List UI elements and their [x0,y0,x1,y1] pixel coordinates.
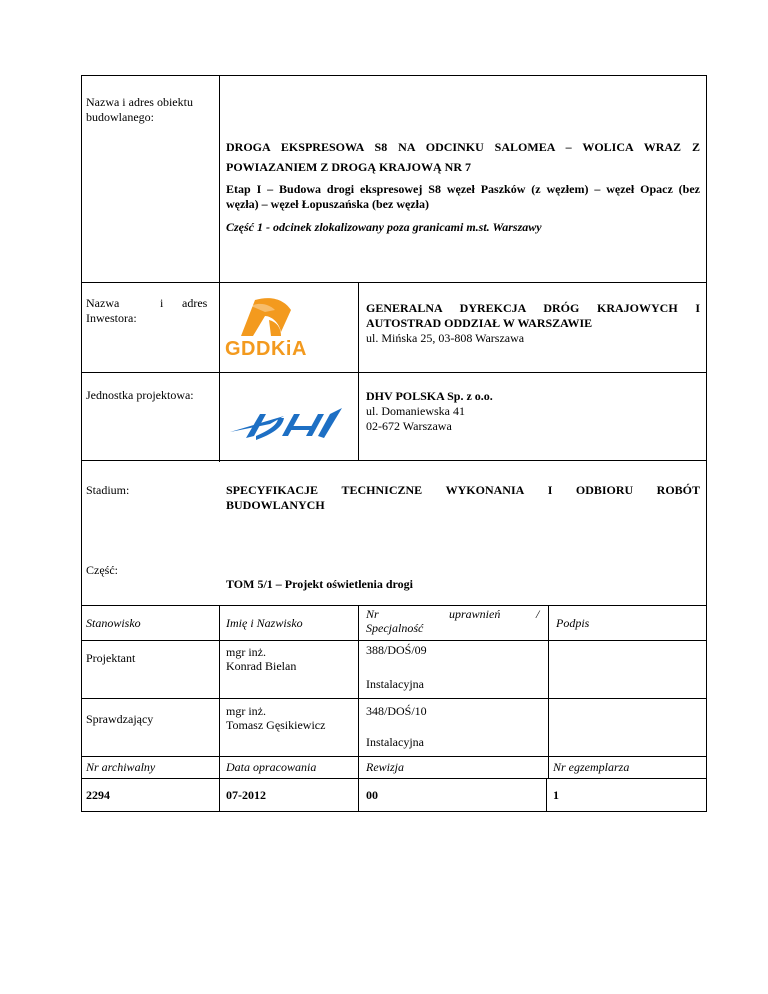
stage-description-line2: węzła) – węzeł Łopuszańska (bez węzła) [226,197,429,211]
investor-address: ul. Mińska 25, 03-808 Warszawa [366,331,525,345]
header-name: Imię i Nazwisko [226,616,303,630]
stage-word: ROBÓT [656,483,700,497]
investor-label-word2: i [160,296,164,310]
dhv-logo [226,402,346,444]
row-license: 348/DOŚ/10 [366,704,427,718]
investor-name-line1: GENERALNA DYREKCJA DRÓG KRAJOWYCH I [366,301,700,315]
header-signature: Podpis [556,616,590,630]
row-role: Sprawdzający [86,712,154,726]
row-license: 388/DOŚ/09 [366,643,427,657]
footer-revision: 00 [366,788,378,802]
investor-label-line2: Inwestora: [86,311,137,325]
footer-date: 07-2012 [226,788,266,802]
gddkia-logo [225,296,337,360]
part-note: Część 1 - odcinek zlokalizowany poza granicami m.st. Warszawy [226,220,542,234]
stage-word: SPECYFIKACJE [226,483,319,497]
stage-label: Stadium: [86,483,130,497]
stage-word: ODBIORU [575,483,634,497]
stage-value-line1 [226,483,700,498]
part-value: TOM 5/1 – Projekt oświetlenia drogi [226,577,413,591]
header-permission-line2: Specjalność [366,621,424,635]
designer-city: 02-672 Warszawa [366,419,452,433]
designer-label: Jednostka projektowa: [86,388,194,402]
designer-name: DHV POLSKA Sp. z o.o. [366,389,493,403]
row-person-name: Konrad Bielan [226,659,297,673]
object-title-line1: DROGA EKSPRESOWA S8 NA ODCINKU SALOMEA – WOLICA WRAZ Z [226,140,700,154]
row-title: mgr inż. [226,704,266,718]
gddkia-logo-text: GDDKiA [225,338,307,360]
row-specialty: Instalacyjna [366,735,424,749]
footer-header-revision: Rewizja [366,760,404,774]
header-permission-word1: Nr [366,607,379,621]
header-position: Stanowisko [86,616,141,630]
footer-header-archive: Nr archiwalny [86,760,156,774]
investor-name-line2: AUTOSTRAD ODDZIAŁ W WARSZAWIE [366,316,593,330]
footer-header-copy: Nr egzemplarza [553,760,630,774]
investor-label-word3: adres [182,296,208,310]
header-permission-word2: uprawnień [449,607,501,621]
header-permission-slash: / [536,607,540,621]
designer-street: ul. Domaniewska 41 [366,404,465,418]
row-person-name: Tomasz Gęsikiewicz [226,718,326,732]
row-specialty: Instalacyjna [366,677,424,691]
footer-archive-number: 2294 [86,788,110,802]
stage-word: TECHNICZNE [341,483,423,497]
stage-description-line1: Etap I – Budowa drogi ekspresowej S8 węzeł Paszków (z węzłem) – węzeł Opacz (bez [226,182,700,196]
stage-word: WYKONANIA [445,483,525,497]
row-role: Projektant [86,651,136,665]
row-title: mgr inż. [226,645,266,659]
object-label: Nazwa i adres obiektu budowlanego: [86,95,193,124]
investor-label-word1: Nazwa [86,296,120,310]
object-title-line2: POWIAZANIEM Z DROGĄ KRAJOWĄ NR 7 [226,160,472,174]
part-label: Część: [86,563,118,577]
footer-copy-number: 1 [553,788,559,802]
stage-word: I [547,483,553,497]
stage-value-line2: BUDOWLANYCH [226,498,325,512]
footer-header-date: Data opracowania [226,760,317,774]
dhv-logo-icon [226,402,346,444]
